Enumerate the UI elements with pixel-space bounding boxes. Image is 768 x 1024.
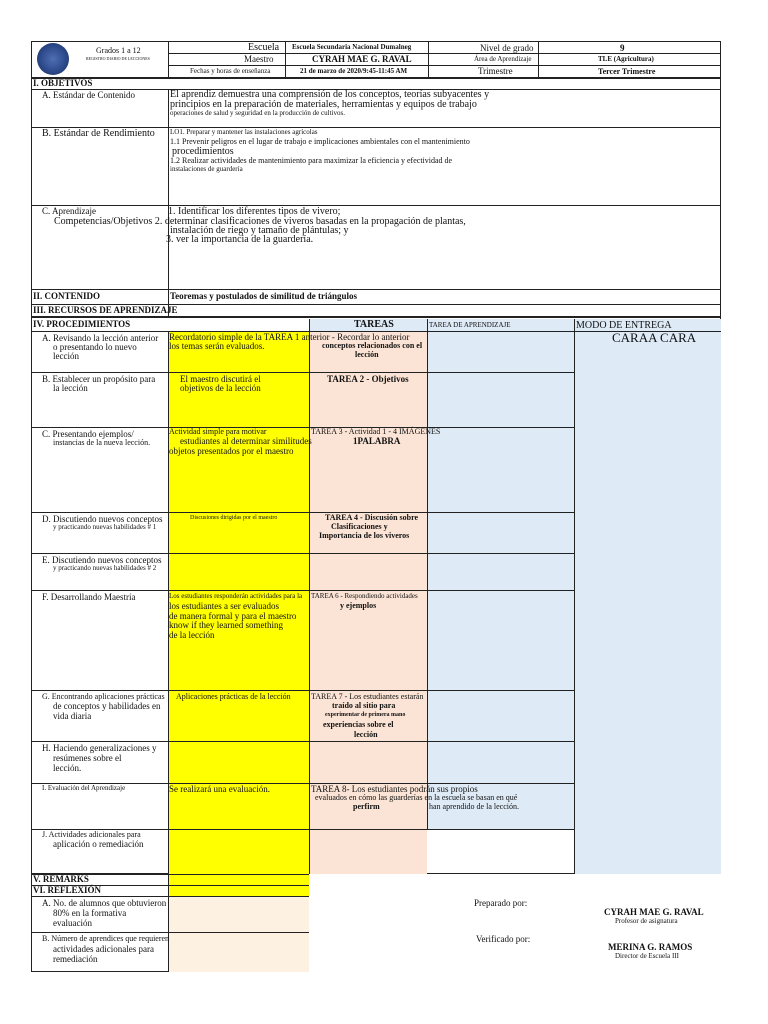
procedure-f-task: y ejemplos bbox=[340, 601, 377, 610]
content-standard-line: operaciones de salud y seguridad en la producción de cultivos. bbox=[170, 109, 345, 117]
procedure-f-task: TAREA 6 - Respondiendo actividades bbox=[311, 592, 418, 600]
procedure-j-label: J. Actividades adicionales para bbox=[42, 830, 141, 839]
remarks-divider bbox=[168, 874, 169, 972]
procedure-g-task: experimentar de primera mano bbox=[325, 712, 406, 718]
procedure-g-task: lección bbox=[354, 730, 378, 739]
objectives-heading: I. OBJETIVOS bbox=[33, 78, 93, 88]
content-standard-line: principios en la preparación de materiales, herramientas y equipos de trabajo bbox=[170, 99, 477, 110]
remarks-divider bbox=[31, 896, 309, 897]
procedure-b-activity: El maestro discutirá el bbox=[180, 374, 261, 384]
row-divider bbox=[31, 741, 574, 742]
grade-line-sub: REGISTRO DIARIO DE LECCIONES bbox=[86, 56, 150, 61]
content-standard-line: El aprendiz demuestra una comprensión de los conceptos, teorías subyacentes y bbox=[170, 89, 490, 100]
procedure-f-activity: know if they learned something bbox=[169, 620, 283, 630]
reflection-b-label: remediación bbox=[53, 954, 98, 964]
performance-standard-line: 1.1 Prevenir peligros en el lugar de trabajo e implicaciones ambientales con el mantenimiento bbox=[170, 137, 470, 146]
header-divider bbox=[168, 41, 169, 78]
procedures-divider bbox=[309, 319, 310, 874]
procedure-j-label: aplicación o remediación bbox=[53, 839, 144, 849]
deped-seal-logo bbox=[37, 43, 69, 75]
procedure-d-activity: Discusiones dirigidas por el maestro bbox=[190, 515, 278, 521]
procedure-e-label: y practicando nuevas habilidades # 2 bbox=[53, 564, 157, 572]
objectives-divider bbox=[31, 289, 721, 290]
quarter-label: Trimestre bbox=[478, 66, 513, 76]
verified-by-name: MERINA G. RAMOS bbox=[608, 942, 693, 952]
verified-by-role: Director de Escuela III bbox=[615, 952, 679, 960]
grade-level-label: Nivel de grado bbox=[480, 43, 534, 53]
procedure-c-label: instancias de la nueva lección. bbox=[53, 438, 151, 447]
procedure-d-task: Clasificaciones y bbox=[331, 522, 388, 531]
procedure-e-label: E. Discutiendo nuevos conceptos bbox=[42, 555, 162, 565]
competencies-line: instalación de riego y tamaño de plántulas; y bbox=[170, 225, 349, 236]
procedure-i-task: perfirm bbox=[353, 802, 380, 811]
reflection-b-cell bbox=[168, 933, 309, 972]
objectives-divider bbox=[31, 205, 721, 206]
reflection-a-label: 80% en la formativa bbox=[53, 908, 127, 918]
learning-task-column bbox=[427, 331, 574, 829]
row-divider bbox=[31, 512, 574, 513]
procedure-f-activity: de la lección bbox=[169, 630, 215, 640]
row-divider bbox=[31, 553, 574, 554]
procedure-g-task: traído al sitio para bbox=[332, 701, 396, 710]
procedure-a-task: conceptos relacionados con el bbox=[322, 341, 423, 350]
delivery-mode-value: CARAA CARA bbox=[612, 330, 697, 345]
quarter-value: Tercer Trimestre bbox=[598, 67, 656, 76]
reflection-cell bbox=[168, 886, 309, 896]
remarks-heading: V. REMARKS bbox=[33, 874, 89, 884]
tasks-column-header: TAREAS bbox=[354, 319, 394, 330]
procedure-i-label: I. Evaluación del Aprendizaje bbox=[42, 784, 126, 792]
procedures-divider bbox=[427, 319, 428, 829]
procedure-h-label: H. Haciendo generalizaciones y bbox=[42, 743, 157, 753]
row-divider bbox=[31, 590, 574, 591]
delivery-mode-column bbox=[574, 319, 721, 874]
procedure-a-label: lección bbox=[53, 351, 79, 361]
procedure-a-activity: Recordatorio simple de la TAREA 1 anterior - Recordar lo anterior bbox=[169, 332, 410, 342]
reflection-b-label: B. Número de aprendices que requieren bbox=[42, 934, 170, 943]
procedure-g-label: de conceptos y habilidades en bbox=[53, 701, 161, 711]
prepared-by-name: CYRAH MAE G. RAVAL bbox=[604, 907, 704, 917]
delivery-mode-column-header: MODO DE ENTREGA bbox=[576, 320, 672, 331]
grade-level-value: 9 bbox=[620, 43, 625, 53]
content-standard-label: A. Estándar de Contenido bbox=[42, 90, 135, 100]
procedure-i-activity: Se realizará una evaluación. bbox=[169, 784, 270, 794]
header-divider bbox=[538, 41, 539, 78]
objectives-table bbox=[31, 78, 721, 317]
procedures-heading: IV. PROCEDIMIENTOS bbox=[33, 319, 131, 329]
procedure-a-activity: los temas serán evaluados. bbox=[169, 341, 265, 351]
prepared-by-label: Preparado por: bbox=[474, 898, 528, 908]
procedure-h-label: resúmenes sobre el bbox=[53, 753, 122, 763]
procedure-g-activity: Aplicaciones prácticas de la lección bbox=[176, 692, 291, 701]
procedure-b-activity: objetivos de la lección bbox=[180, 383, 261, 393]
performance-standard-line: procedimientos bbox=[172, 146, 234, 157]
header-divider bbox=[168, 65, 721, 66]
procedure-h-label: lección. bbox=[53, 763, 82, 773]
competencies-label-line: Competencias/Objetivos 2. determinar clasificaciones de viveros basadas en la propagación de plantas, bbox=[54, 216, 466, 227]
procedure-c-activity: Actividad simple para motivar bbox=[169, 427, 267, 436]
procedure-a-task: lección bbox=[355, 350, 379, 359]
reflection-heading: VI. REFLEXIÓN bbox=[33, 885, 102, 895]
row-divider bbox=[31, 427, 574, 428]
header-divider bbox=[428, 41, 429, 78]
remarks-divider bbox=[31, 932, 309, 933]
procedure-g-task: experiencias sobre el bbox=[323, 720, 394, 729]
reflection-a-cell bbox=[168, 897, 309, 932]
procedure-a-label: A. Revisando la lección anterior bbox=[42, 333, 159, 343]
procedure-i-task: han aprendido de la lección. bbox=[429, 802, 519, 811]
procedure-c-task: TAREA 3 - Actividad 1 - 4 IMÁGENES bbox=[311, 427, 441, 436]
prepared-by-role: Profesor de asignatura bbox=[615, 917, 678, 925]
dates-label: Fechas y horas de enseñanza bbox=[190, 67, 271, 75]
procedure-d-task: TAREA 4 - Discusión sobre bbox=[325, 513, 419, 522]
objectives-divider bbox=[168, 89, 169, 289]
procedure-i-task: TAREA 8- Los estudiantes podrán sus propios bbox=[311, 784, 478, 794]
procedure-f-activity: los estudiantes a ser evaluados bbox=[169, 601, 279, 611]
procedure-f-label: F. Desarrollando Maestría bbox=[42, 592, 136, 602]
row-divider bbox=[31, 372, 574, 373]
dates-value: 21 de marzo de 2020/9:45-11:45 AM bbox=[300, 67, 408, 75]
performance-standard-line: instalaciones de guardería bbox=[170, 165, 243, 173]
procedure-d-label: D. Discutiendo nuevos conceptos bbox=[42, 514, 163, 524]
procedure-c-task: 1PALABRA bbox=[353, 436, 401, 446]
procedure-g-label: vida diaria bbox=[53, 711, 92, 721]
procedure-d-label: y practicando nuevas habilidades # 1 bbox=[53, 523, 157, 531]
procedure-g-label: G. Encontrando aplicaciones prácticas bbox=[42, 692, 165, 701]
competencies-line: 3. ver la importancia de la guardería. bbox=[166, 234, 314, 245]
resources-heading: III. RECURSOS DE APRENDIZAJE bbox=[33, 305, 178, 315]
header-divider bbox=[285, 41, 286, 78]
procedure-b-label: B. Establecer un propósito para bbox=[42, 374, 156, 384]
procedure-c-activity: estudiantes al determinar similitudes bbox=[180, 436, 312, 446]
learning-task-column-header: TAREA DE APRENDIZAJE bbox=[429, 321, 511, 329]
procedure-f-activity: de manera formal y para el maestro bbox=[169, 611, 297, 621]
procedure-i-task: evaluados en cómo las guarderías en la escuela se basan en qué bbox=[315, 793, 518, 802]
content-heading: II. CONTENIDO bbox=[33, 291, 101, 301]
teacher-value: CYRAH MAE G. RAVAL bbox=[312, 54, 412, 64]
teacher-label: Maestro bbox=[244, 54, 274, 64]
procedure-f-activity: Los estudiantes responderán actividades para la bbox=[169, 592, 303, 600]
procedure-c-activity: objetos presentados por el maestro bbox=[169, 446, 294, 456]
learning-area-label: Área de Aprendizaje bbox=[474, 55, 532, 63]
reflection-a-label: A. No. de alumnos que obtuvieron bbox=[42, 898, 167, 908]
performance-standard-line: 1.2 Realizar actividades de mantenimiento para maximizar la eficiencia y efectividad de bbox=[170, 156, 453, 165]
row-divider bbox=[31, 690, 574, 691]
reflection-b-label: actividades adicionales para bbox=[53, 944, 154, 954]
competencies-line: 1. Identificar los diferentes tipos de vivero; bbox=[168, 206, 341, 217]
procedure-g-task: TAREA 7 - Los estudiantes estarán bbox=[311, 692, 424, 701]
performance-standard-line: LO1. Preparar y mantener las instalaciones agrícolas bbox=[170, 128, 318, 136]
competencies-label: C. Aprendizaje bbox=[42, 206, 96, 216]
verified-by-label: Verificado por: bbox=[476, 934, 531, 944]
procedures-divider bbox=[574, 319, 575, 874]
content-value: Teoremas y postulados de similitud de triángulos bbox=[170, 291, 358, 301]
procedure-d-task: Importancia de los viveros bbox=[319, 531, 410, 540]
procedure-a-label: o presentando lo nuevo bbox=[53, 342, 137, 352]
procedure-c-label: C. Presentando ejemplos/ bbox=[42, 429, 134, 439]
grade-line: Grados 1 a 12 bbox=[96, 46, 141, 55]
reflection-a-label: evaluación bbox=[53, 918, 92, 928]
school-value: Escuela Secundaria Nacional Dumalneg bbox=[292, 43, 412, 51]
performance-standard-label: B. Estándar de Rendimiento bbox=[42, 128, 155, 139]
procedure-b-task: TAREA 2 - Objetivos bbox=[327, 374, 409, 384]
procedure-b-label: la lección bbox=[53, 383, 88, 393]
school-label: Escuela bbox=[248, 42, 280, 53]
learning-area-value: TLE (Agricultura) bbox=[598, 55, 654, 63]
